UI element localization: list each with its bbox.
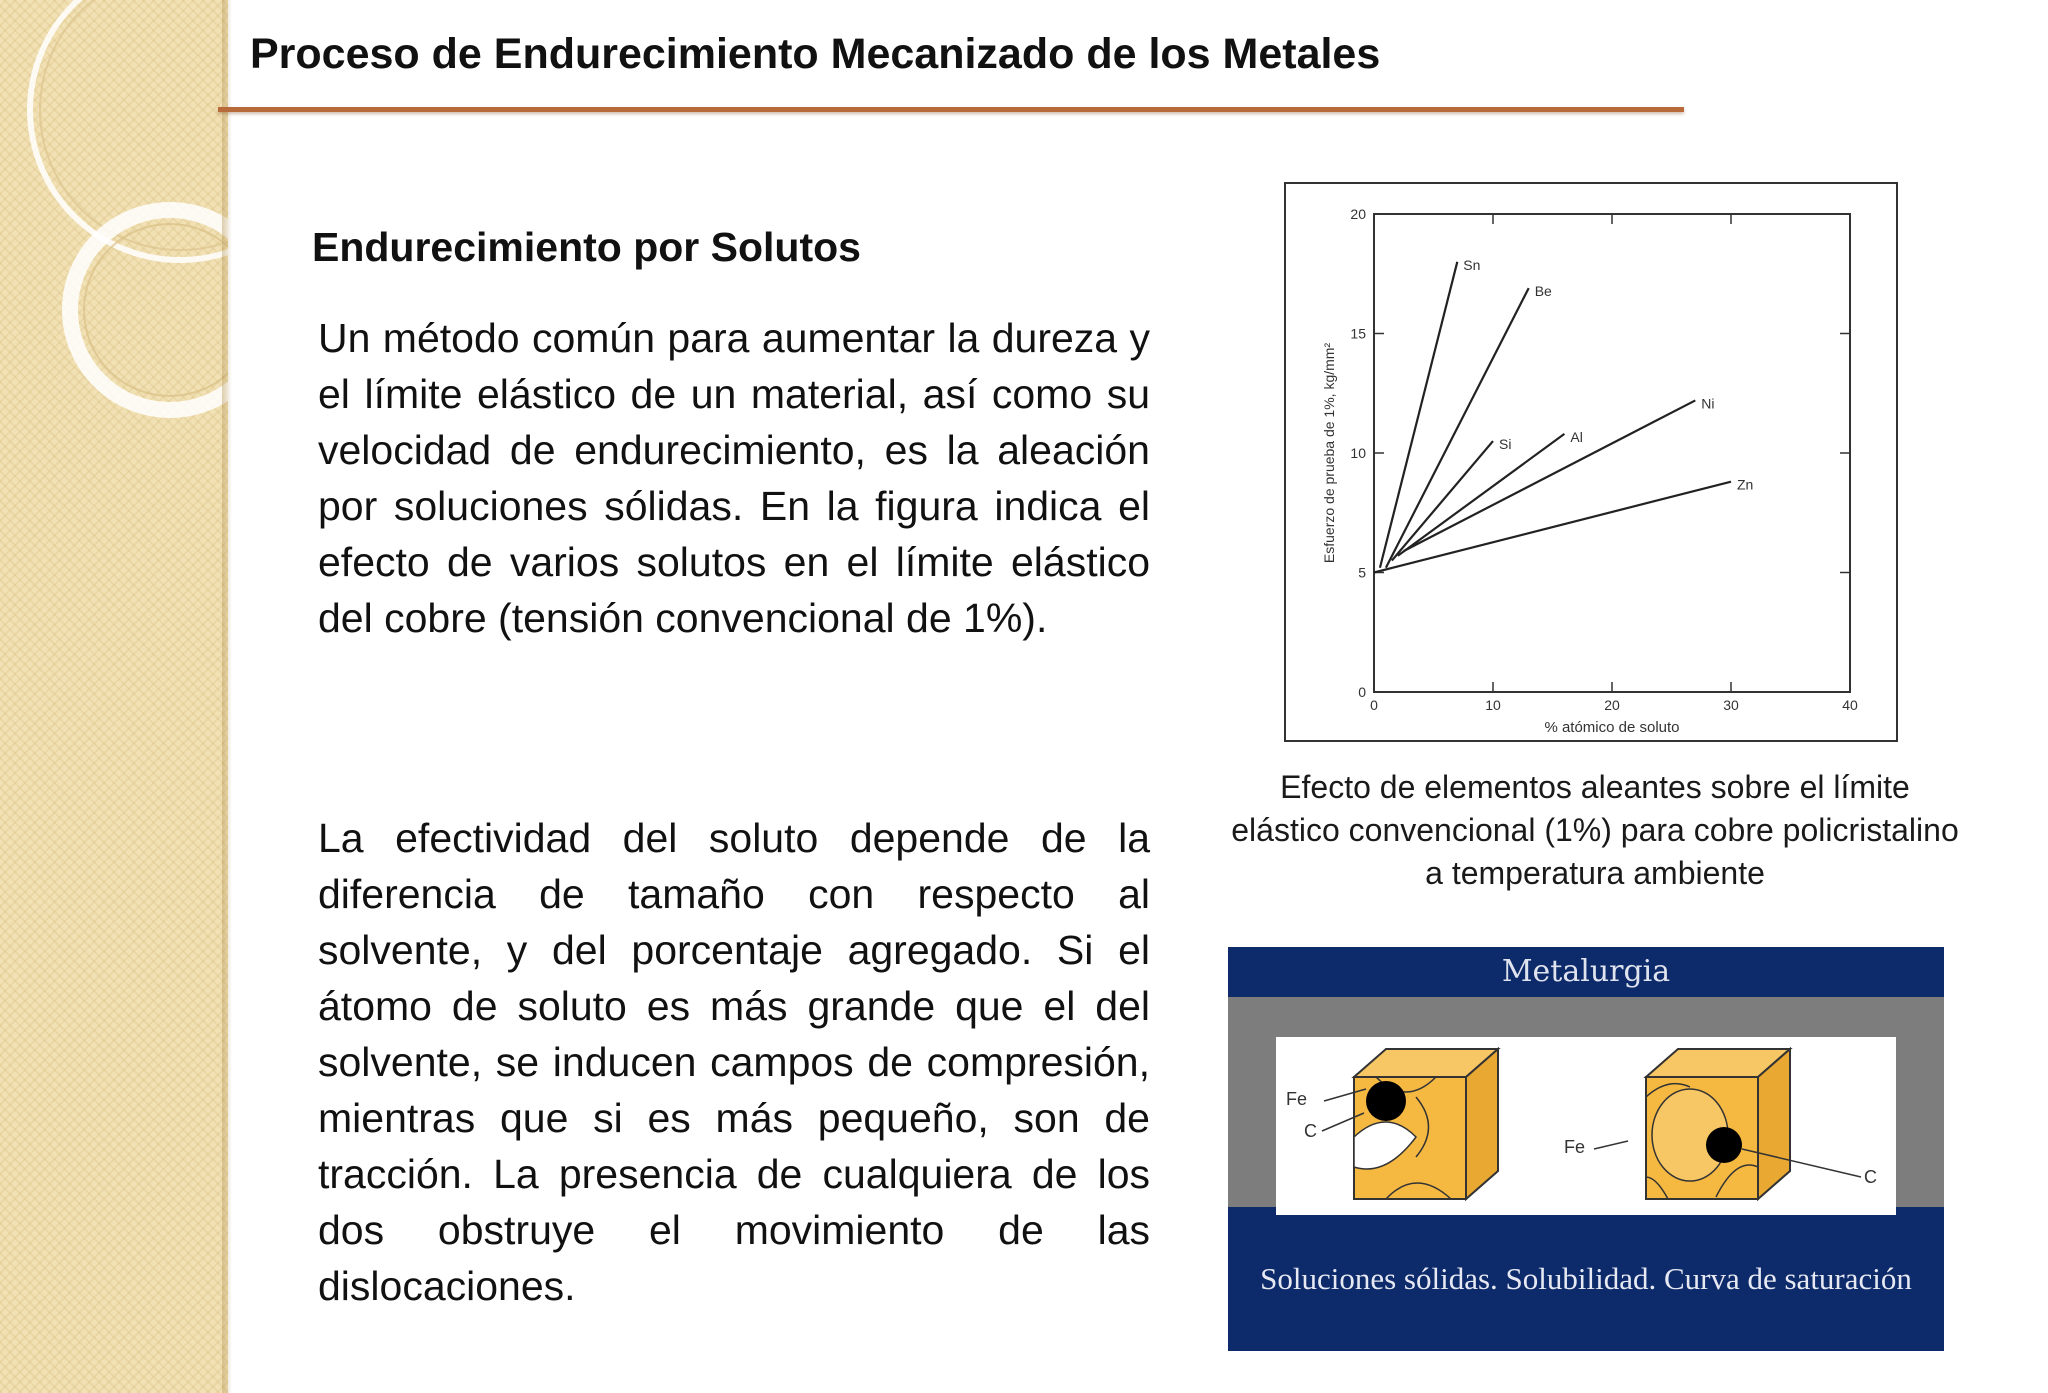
y-tick-label: 10 (1350, 445, 1366, 461)
x-tick-label: 10 (1485, 697, 1501, 713)
series-line-zn (1374, 482, 1731, 573)
decorative-side-strip (0, 0, 228, 1393)
series-label-al: Al (1570, 428, 1583, 445)
x-axis-label: % atómico de soluto (1544, 719, 1680, 736)
crystal-illustration (1276, 1037, 1896, 1215)
right-c-label: C (1864, 1167, 1877, 1187)
series-label-sn: Sn (1463, 256, 1481, 273)
series-label-zn: Zn (1737, 476, 1754, 493)
side-strip-shadow (222, 0, 232, 1393)
x-tick-label: 40 (1842, 697, 1858, 713)
slide-title: Proceso de Endurecimiento Mecanizado de los Metales (250, 30, 1381, 78)
y-tick-label: 0 (1358, 684, 1366, 700)
chart-caption: Efecto de elementos aleantes sobre el límite elástico convencional (1%) para cobre policristalino a temperatura ambiente (1231, 769, 1959, 891)
series-label-si: Si (1499, 436, 1512, 453)
section-heading: Endurecimiento por Solutos (312, 224, 861, 270)
left-fe-label: Fe (1286, 1089, 1308, 1109)
yield-strength-chart (1284, 182, 1898, 742)
y-tick-label: 15 (1350, 325, 1366, 342)
x-tick-label: 0 (1370, 697, 1378, 713)
x-tick-label: 20 (1604, 697, 1620, 713)
y-tick-label: 20 (1350, 206, 1366, 222)
paragraph-intro: Un método común para aumentar la dureza y el límite elástico de un material, así como su velocidad de endurecimiento, es la aleación por soluciones sólidas. En la figura indica el efecto de varios solutos en el límite elástico del cobre (tensión convencional de 1%). (318, 315, 1150, 641)
series-label-be: Be (1534, 283, 1552, 300)
right-fe-label: Fe (1564, 1137, 1586, 1157)
crystal-panel (1276, 1037, 1896, 1215)
x-tick-label: 30 (1723, 697, 1739, 713)
series-label-ni: Ni (1701, 395, 1715, 412)
decorative-circles (0, 0, 228, 1393)
paragraph-solute-effect: La efectividad del soluto depende de la diferencia de tamaño con respecto al solvente, y del porcentaje agregado. Si el átomo de soluto es más grande que el del solvente, se inducen campos de compresión, mientras que si es más pequeño, son de tracción. La presencia de cualquiera de los dos obstruye el movimiento de las dislocaciones. (318, 815, 1150, 1309)
left-unit-cell (1286, 1049, 1498, 1199)
metalurgia-caption: Soluciones sólidas. Solubilidad. Curva de saturación (1260, 1261, 1912, 1296)
series-line-be (1386, 288, 1529, 568)
right-unit-cell (1564, 1049, 1877, 1199)
left-c-label: C (1304, 1121, 1317, 1141)
metalurgia-figure (1228, 947, 1944, 1351)
y-axis-label: Esfuerzo de prueba de 1%, kg/mm² (1321, 342, 1337, 564)
metalurgia-title: Metalurgia (1501, 954, 1671, 989)
y-tick-label: 5 (1358, 564, 1366, 581)
chart-svg (1286, 184, 1900, 744)
title-underline (218, 107, 1684, 112)
